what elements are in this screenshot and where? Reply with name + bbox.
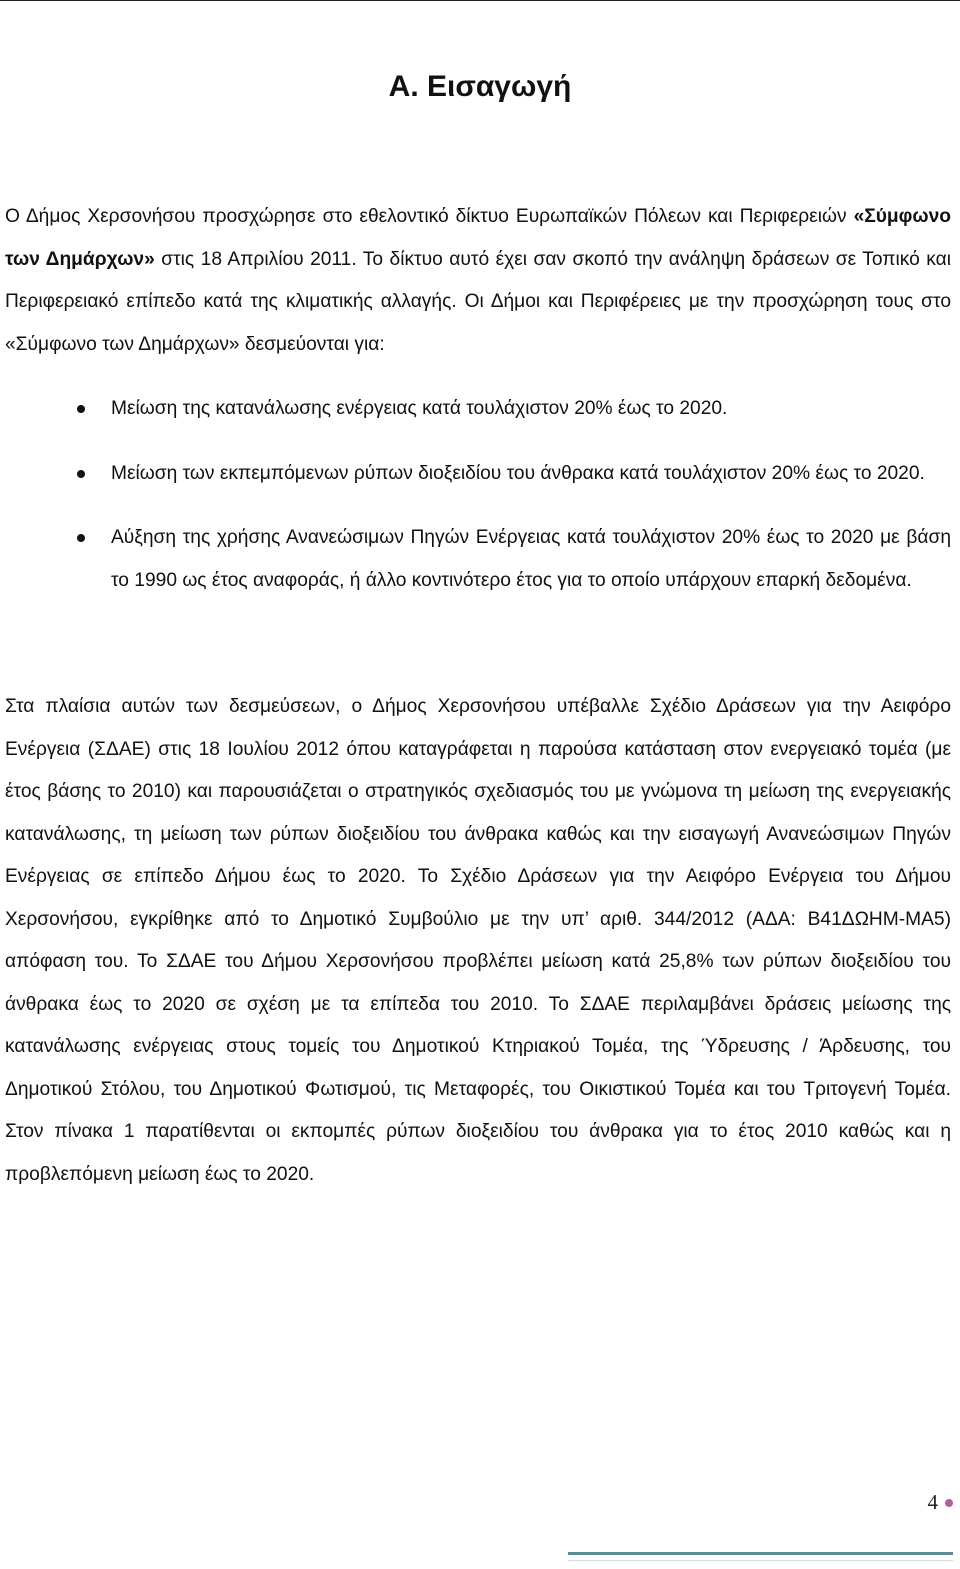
top-border-line (0, 0, 960, 1)
list-item-text: Μείωση των εκπεμπόμενων ρύπων διοξειδίου του άνθρακα κατά τουλάχιστον 20% έως το 2020. (111, 462, 925, 484)
list-item (0, 517, 951, 602)
section-heading: Α. Εισαγωγή (388, 70, 572, 103)
covenant-bold-text: «Σύμφωνο των Δημάρχων» (5, 206, 951, 270)
bullet-icon (77, 405, 85, 413)
list-item (0, 388, 951, 431)
body-paragraph: Στα πλαίσια αυτών των δεσμεύσεων, ο Δήμος Χερσονήσου υπέβαλλε Σχέδιο Δράσεων για την Αειφόρο Ενέργεια (ΣΔΑΕ) στις 18 Ιουλίου 2012 όπου καταγράφεται η παρούσα κατάσταση στον ενεργειακό τομέα (με έτος βάσης το 2010) και παρουσιάζεται ο στρατηγικός σχεδιασμός του με γνώμονα τη μείωση της ενεργειακής κατανάλωσης, τη μείωση των ρύπων διοξειδίου του άνθρακα καθώς και την εισαγωγή Ανανεώσιμων Πηγών Ενέργειας σε επίπεδο Δήμου έως το 2020. Το Σχέδιο Δράσεων για την Αειφόρο Ενέργεια του Δήμου Χερσονήσου, εγκρίθηκε από το Δημοτικό Συμβούλιο με την υπ’ αριθ. 344/2012 (ΑΔΑ: Β41ΔΩΗΜ-ΜΑ5) απόφαση του. Το ΣΔΑΕ του Δήμου Χερσονήσου προβλέπει μείωση κατά 25,8% των ρύπων διοξειδίου του άνθρακα έως το 2020 σε σχέση με τα επίπεδα του 2010. Το ΣΔΑΕ περιλαμβάνει δράσεις μείωσης της κατανάλωσης ενέργειας στους τομείς του Δημοτικού Κτηριακού Τομέα, της Ύδρευσης / Άρδευσης, του Δημοτικού Στόλου, του Δημοτικού Φωτισμού, τις Μεταφορές, του Οικιστικού Τομέα και του Τριτογενή Τομέα. Στον πίνακα 1 παρατίθενται οι εκπομπές ρύπων διοξειδίου του άνθρακα για το έτος 2010 καθώς και η προβλεπόμενη μείωση έως το 2020. (5, 696, 951, 1185)
intro-paragraph (5, 196, 951, 366)
footer-rule (568, 1552, 953, 1555)
list-item-text: Μείωση της κατανάλωσης ενέργειας κατά τουλάχιστον 20% έως το 2020. (111, 398, 728, 419)
intro-lead-text: Ο Δήμος Χερσονήσου προσχώρησε στο εθελοντικό δίκτυο Ευρωπαϊκών Πόλεων και Περιφερειών (5, 206, 847, 227)
intro-rest-text: στις 18 Απριλίου 2011. Το δίκτυο αυτό έχει σαν σκοπό την ανάληψη δράσεων σε Τοπικό και Περιφερειακό επίπεδο κατά της κλιματικής αλλαγής. Οι Δήμοι και Περιφέρειες με την προσχώρηση τους στο «Σύμφωνο των Δημάρχων» δεσμεύονται για: (5, 248, 951, 355)
page-dot-icon (945, 1499, 953, 1507)
list-item-text: Αύξηση της χρήσης Ανανεώσιμων Πηγών Ενέργειας κατά τουλάχιστον 20% έως το 2020 με βάση το 1990 ως έτος αναφοράς, ή άλλο κοντινότερο έτος για το οποίο υπάρχουν επαρκή δεδομένα. (111, 527, 951, 591)
footer-rule-thin (568, 1560, 953, 1561)
list-item (0, 453, 951, 496)
page-number: 4 (927, 1490, 938, 1514)
commitments-list (0, 388, 951, 602)
bullet-icon (77, 470, 85, 478)
bullet-icon (77, 534, 85, 542)
